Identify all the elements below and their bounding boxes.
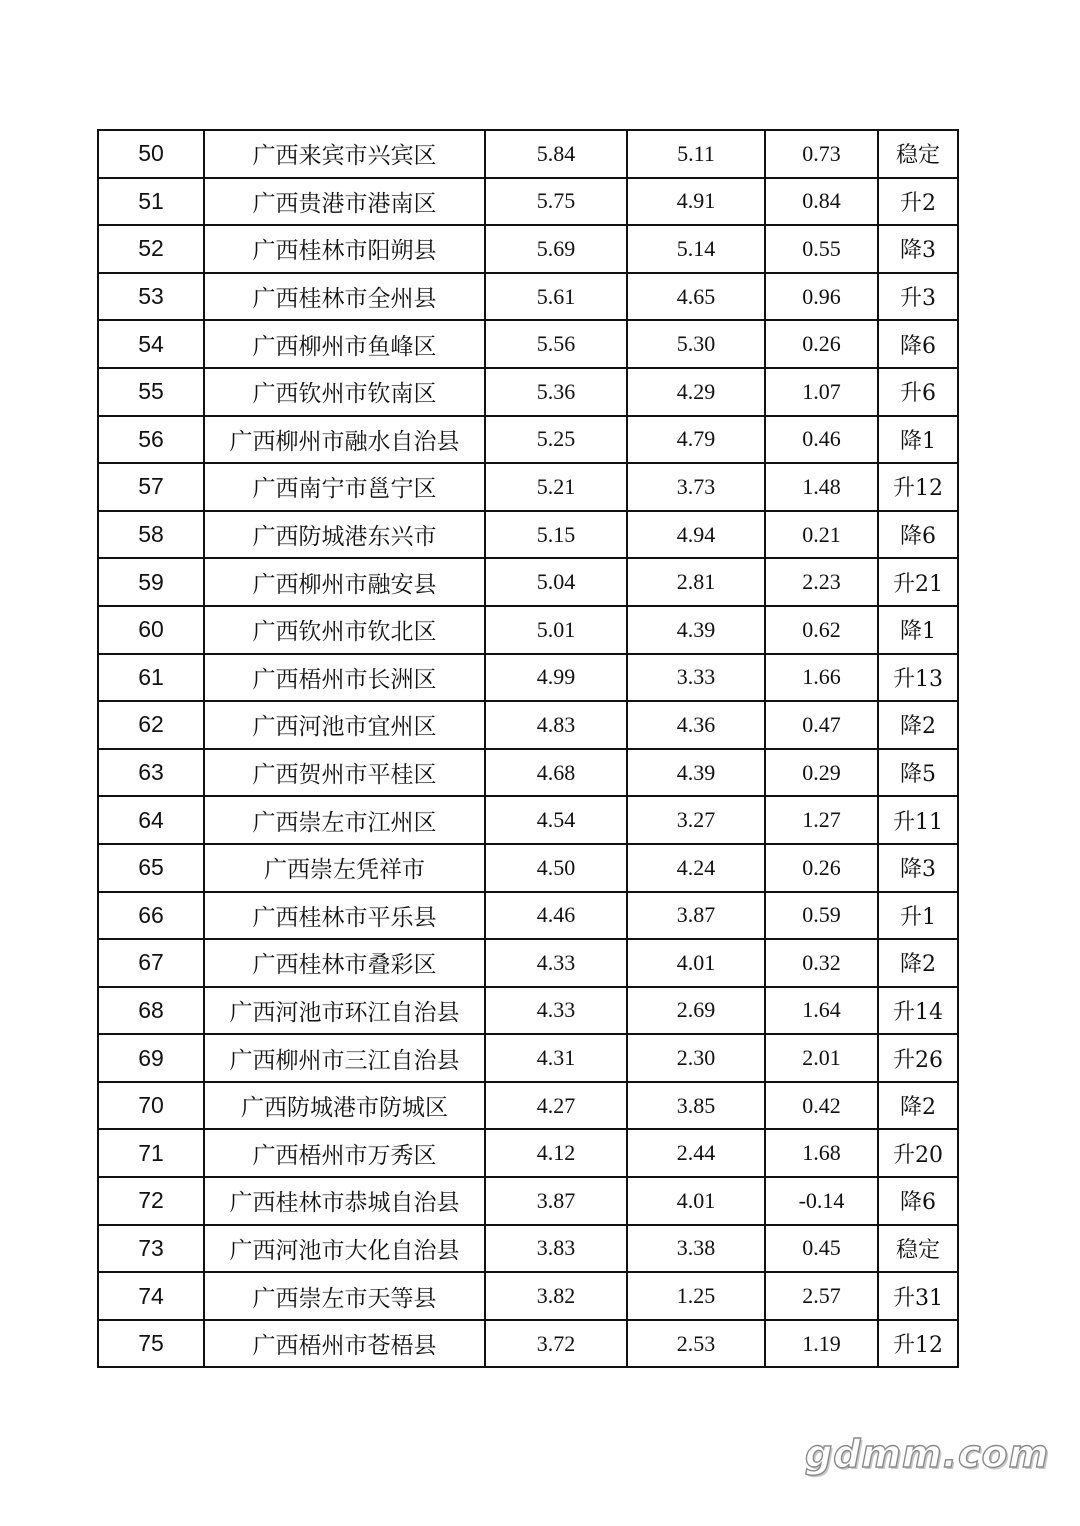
table-row <box>98 558 958 606</box>
value-2-cell: 4.94 <box>627 511 765 559</box>
rank-cell: 55 <box>98 368 204 416</box>
rank-change-cell: 升11 <box>878 796 958 844</box>
rank-change-cell: 升6 <box>878 368 958 416</box>
rank-change-cell: 升12 <box>878 1320 958 1368</box>
region-cell: 广西防城港东兴市 <box>204 511 485 559</box>
value-2-cell: 5.14 <box>627 225 765 273</box>
rank-cell: 66 <box>98 892 204 940</box>
rank-change-cell: 升31 <box>878 1272 958 1320</box>
rank-change-cell: 稳定 <box>878 1225 958 1273</box>
value-2-cell: 3.33 <box>627 654 765 702</box>
rank-change-cell: 降6 <box>878 1177 958 1225</box>
rank-change-cell: 升14 <box>878 987 958 1035</box>
value-1-cell: 5.15 <box>485 511 627 559</box>
table-row <box>98 1177 958 1225</box>
table-row <box>98 368 958 416</box>
difference-cell: 1.27 <box>765 796 878 844</box>
value-2-cell: 4.65 <box>627 273 765 321</box>
region-cell: 广西梧州市万秀区 <box>204 1129 485 1177</box>
value-2-cell: 2.44 <box>627 1129 765 1177</box>
value-1-cell: 5.84 <box>485 130 627 178</box>
region-cell: 广西崇左凭祥市 <box>204 844 485 892</box>
value-2-cell: 4.79 <box>627 416 765 464</box>
region-cell: 广西桂林市恭城自治县 <box>204 1177 485 1225</box>
difference-cell: 0.47 <box>765 701 878 749</box>
table-row <box>98 225 958 273</box>
rank-cell: 58 <box>98 511 204 559</box>
difference-cell: 0.42 <box>765 1082 878 1130</box>
value-2-cell: 4.91 <box>627 178 765 226</box>
value-2-cell: 3.27 <box>627 796 765 844</box>
difference-cell: 0.45 <box>765 1225 878 1273</box>
difference-cell: 0.62 <box>765 606 878 654</box>
region-cell: 广西桂林市全州县 <box>204 273 485 321</box>
rank-change-cell: 升2 <box>878 178 958 226</box>
rank-cell: 70 <box>98 1082 204 1130</box>
table-row <box>98 939 958 987</box>
rank-cell: 73 <box>98 1225 204 1273</box>
difference-cell: 0.26 <box>765 844 878 892</box>
value-1-cell: 4.54 <box>485 796 627 844</box>
table-row <box>98 654 958 702</box>
value-2-cell: 4.01 <box>627 939 765 987</box>
region-cell: 广西南宁市邕宁区 <box>204 463 485 511</box>
rank-change-cell: 稳定 <box>878 130 958 178</box>
table-row <box>98 606 958 654</box>
rank-change-cell: 降3 <box>878 225 958 273</box>
value-1-cell: 5.01 <box>485 606 627 654</box>
rank-change-cell: 降6 <box>878 320 958 368</box>
ranking-table-body <box>98 130 958 1367</box>
value-1-cell: 5.75 <box>485 178 627 226</box>
difference-cell: 0.32 <box>765 939 878 987</box>
rank-change-cell: 升20 <box>878 1129 958 1177</box>
region-cell: 广西桂林市阳朔县 <box>204 225 485 273</box>
table-row <box>98 416 958 464</box>
difference-cell: 0.21 <box>765 511 878 559</box>
rank-change-cell: 升26 <box>878 1034 958 1082</box>
value-2-cell: 4.24 <box>627 844 765 892</box>
value-1-cell: 4.68 <box>485 749 627 797</box>
region-cell: 广西柳州市融安县 <box>204 558 485 606</box>
difference-cell: 0.96 <box>765 273 878 321</box>
value-1-cell: 4.99 <box>485 654 627 702</box>
table-row <box>98 130 958 178</box>
value-2-cell: 4.39 <box>627 749 765 797</box>
value-2-cell: 3.85 <box>627 1082 765 1130</box>
rank-change-cell: 降2 <box>878 1082 958 1130</box>
value-1-cell: 3.87 <box>485 1177 627 1225</box>
table-row <box>98 987 958 1035</box>
table-row <box>98 1129 958 1177</box>
value-2-cell: 3.73 <box>627 463 765 511</box>
rank-cell: 56 <box>98 416 204 464</box>
table-row <box>98 273 958 321</box>
difference-cell: 0.46 <box>765 416 878 464</box>
value-2-cell: 5.30 <box>627 320 765 368</box>
value-1-cell: 4.31 <box>485 1034 627 1082</box>
value-2-cell: 4.29 <box>627 368 765 416</box>
region-cell: 广西防城港市防城区 <box>204 1082 485 1130</box>
table-row <box>98 892 958 940</box>
difference-cell: 0.84 <box>765 178 878 226</box>
value-1-cell: 4.50 <box>485 844 627 892</box>
table-row <box>98 1272 958 1320</box>
region-cell: 广西贵港市港南区 <box>204 178 485 226</box>
region-cell: 广西柳州市鱼峰区 <box>204 320 485 368</box>
region-cell: 广西钦州市钦南区 <box>204 368 485 416</box>
rank-change-cell: 降1 <box>878 416 958 464</box>
region-cell: 广西河池市宜州区 <box>204 701 485 749</box>
region-cell: 广西柳州市融水自治县 <box>204 416 485 464</box>
region-cell: 广西河池市环江自治县 <box>204 987 485 1035</box>
region-cell: 广西桂林市平乐县 <box>204 892 485 940</box>
table-row <box>98 1225 958 1273</box>
difference-cell: 0.55 <box>765 225 878 273</box>
rank-cell: 53 <box>98 273 204 321</box>
rank-cell: 65 <box>98 844 204 892</box>
table-row <box>98 1034 958 1082</box>
rank-change-cell: 降6 <box>878 511 958 559</box>
difference-cell: 0.73 <box>765 130 878 178</box>
value-1-cell: 3.83 <box>485 1225 627 1273</box>
value-1-cell: 4.27 <box>485 1082 627 1130</box>
value-1-cell: 3.82 <box>485 1272 627 1320</box>
region-cell: 广西来宾市兴宾区 <box>204 130 485 178</box>
rank-change-cell: 升13 <box>878 654 958 702</box>
region-cell: 广西梧州市长洲区 <box>204 654 485 702</box>
difference-cell: 1.68 <box>765 1129 878 1177</box>
rank-cell: 63 <box>98 749 204 797</box>
rank-cell: 59 <box>98 558 204 606</box>
region-cell: 广西梧州市苍梧县 <box>204 1320 485 1368</box>
region-cell: 广西崇左市江州区 <box>204 796 485 844</box>
difference-cell: 2.23 <box>765 558 878 606</box>
rank-cell: 69 <box>98 1034 204 1082</box>
rank-cell: 71 <box>98 1129 204 1177</box>
region-cell: 广西河池市大化自治县 <box>204 1225 485 1273</box>
value-1-cell: 4.46 <box>485 892 627 940</box>
rank-cell: 68 <box>98 987 204 1035</box>
table-row <box>98 511 958 559</box>
table-row <box>98 1320 958 1368</box>
rank-cell: 54 <box>98 320 204 368</box>
difference-cell: 1.07 <box>765 368 878 416</box>
ranking-table-container <box>97 129 959 1368</box>
rank-cell: 50 <box>98 130 204 178</box>
value-1-cell: 5.69 <box>485 225 627 273</box>
value-2-cell: 1.25 <box>627 1272 765 1320</box>
rank-cell: 61 <box>98 654 204 702</box>
value-2-cell: 4.39 <box>627 606 765 654</box>
difference-cell: 1.64 <box>765 987 878 1035</box>
rank-change-cell: 降2 <box>878 701 958 749</box>
difference-cell: 1.66 <box>765 654 878 702</box>
value-2-cell: 3.38 <box>627 1225 765 1273</box>
region-cell: 广西柳州市三江自治县 <box>204 1034 485 1082</box>
value-2-cell: 3.87 <box>627 892 765 940</box>
region-cell: 广西崇左市天等县 <box>204 1272 485 1320</box>
rank-cell: 52 <box>98 225 204 273</box>
value-1-cell: 5.25 <box>485 416 627 464</box>
table-row <box>98 749 958 797</box>
rank-cell: 60 <box>98 606 204 654</box>
rank-change-cell: 降3 <box>878 844 958 892</box>
rank-change-cell: 降2 <box>878 939 958 987</box>
value-1-cell: 5.36 <box>485 368 627 416</box>
value-1-cell: 5.04 <box>485 558 627 606</box>
value-1-cell: 5.56 <box>485 320 627 368</box>
rank-change-cell: 升3 <box>878 273 958 321</box>
difference-cell: 0.26 <box>765 320 878 368</box>
rank-change-cell: 升1 <box>878 892 958 940</box>
table-row <box>98 463 958 511</box>
value-2-cell: 5.11 <box>627 130 765 178</box>
difference-cell: 2.01 <box>765 1034 878 1082</box>
region-cell: 广西贺州市平桂区 <box>204 749 485 797</box>
rank-cell: 62 <box>98 701 204 749</box>
difference-cell: -0.14 <box>765 1177 878 1225</box>
value-1-cell: 3.72 <box>485 1320 627 1368</box>
difference-cell: 2.57 <box>765 1272 878 1320</box>
value-2-cell: 4.36 <box>627 701 765 749</box>
value-2-cell: 2.30 <box>627 1034 765 1082</box>
difference-cell: 1.19 <box>765 1320 878 1368</box>
ranking-table <box>97 129 959 1368</box>
value-1-cell: 4.33 <box>485 987 627 1035</box>
watermark-logo: gdmm.com <box>805 1432 1050 1476</box>
table-row <box>98 844 958 892</box>
rank-cell: 64 <box>98 796 204 844</box>
value-1-cell: 4.12 <box>485 1129 627 1177</box>
rank-cell: 57 <box>98 463 204 511</box>
rank-cell: 67 <box>98 939 204 987</box>
table-row <box>98 320 958 368</box>
table-row <box>98 178 958 226</box>
table-row <box>98 701 958 749</box>
rank-change-cell: 升21 <box>878 558 958 606</box>
rank-cell: 51 <box>98 178 204 226</box>
rank-change-cell: 降5 <box>878 749 958 797</box>
region-cell: 广西钦州市钦北区 <box>204 606 485 654</box>
difference-cell: 1.48 <box>765 463 878 511</box>
table-row <box>98 796 958 844</box>
value-2-cell: 2.53 <box>627 1320 765 1368</box>
value-2-cell: 4.01 <box>627 1177 765 1225</box>
rank-cell: 75 <box>98 1320 204 1368</box>
region-cell: 广西桂林市叠彩区 <box>204 939 485 987</box>
rank-change-cell: 降1 <box>878 606 958 654</box>
difference-cell: 0.29 <box>765 749 878 797</box>
value-1-cell: 4.83 <box>485 701 627 749</box>
rank-cell: 74 <box>98 1272 204 1320</box>
rank-change-cell: 升12 <box>878 463 958 511</box>
value-1-cell: 5.21 <box>485 463 627 511</box>
value-1-cell: 5.61 <box>485 273 627 321</box>
difference-cell: 0.59 <box>765 892 878 940</box>
value-1-cell: 4.33 <box>485 939 627 987</box>
value-2-cell: 2.81 <box>627 558 765 606</box>
value-2-cell: 2.69 <box>627 987 765 1035</box>
table-row <box>98 1082 958 1130</box>
rank-cell: 72 <box>98 1177 204 1225</box>
